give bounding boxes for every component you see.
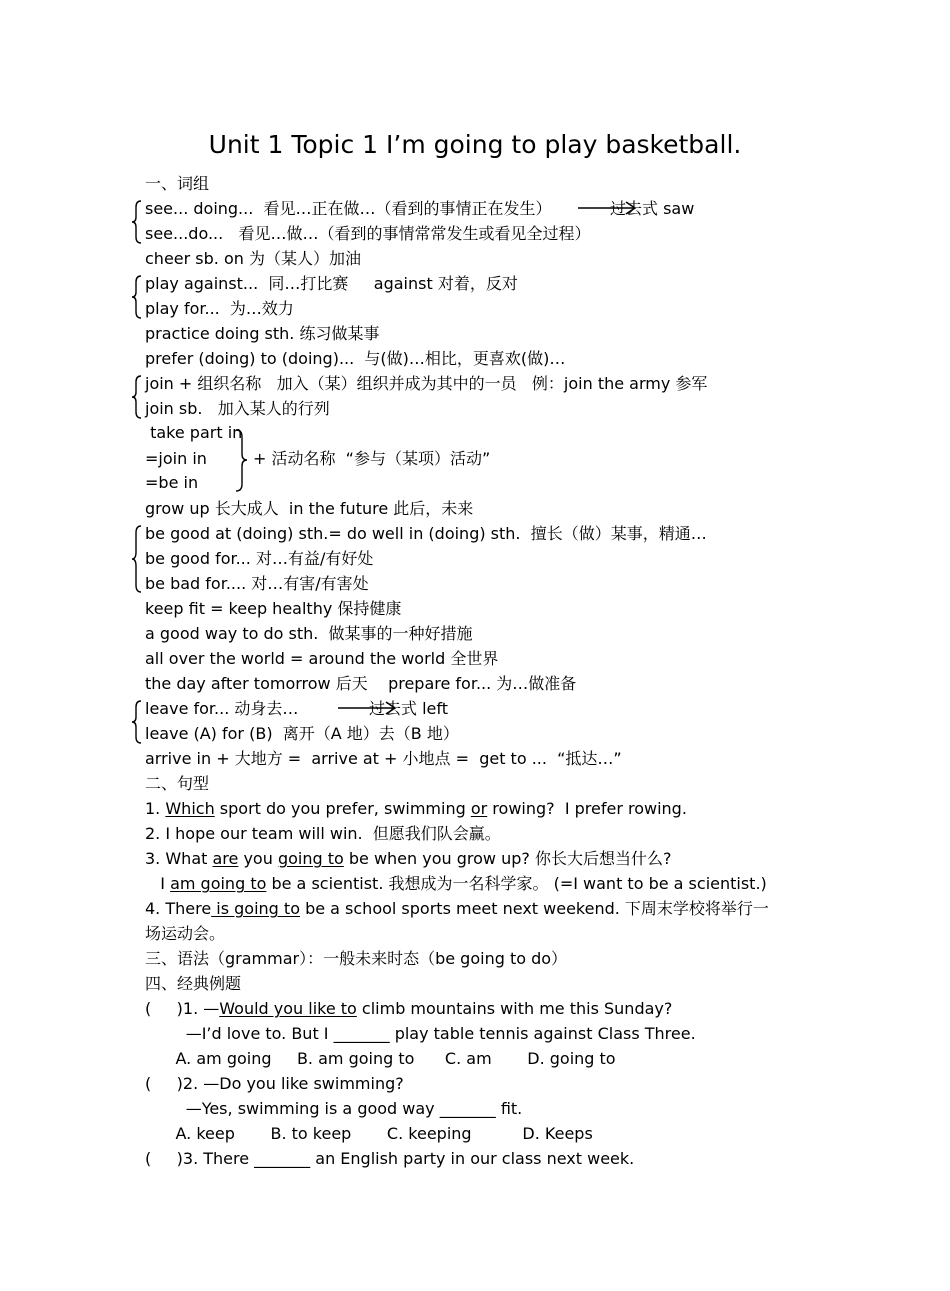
phrase-day-after-tomorrow: the day after tomorrow 后天 prepare for... 为…做准备 — [145, 674, 577, 693]
section-heading-phrases: 一、词组 — [145, 174, 210, 193]
sentence-4: 4. There is going to be a school sports meet next weekend. 下周末学校将举行一 — [145, 899, 769, 918]
brace-take-part — [233, 428, 249, 494]
phrase-leave-a-for-b: leave (A) for (B) 离开（A 地）去（B 地） — [145, 724, 459, 743]
phrase-play-against: play against... 同…打比赛 against 对着，反对 — [145, 274, 518, 293]
phrase-prefer: prefer (doing) to (doing)... 与(做)…相比，更喜欢(做)… — [145, 349, 566, 368]
section-heading-sentences: 二、句型 — [145, 774, 210, 793]
phrase-activity: + 活动名称 “参与（某项）活动” — [253, 449, 491, 468]
brace-play — [130, 274, 144, 320]
brace-be-good — [130, 524, 144, 594]
phrase-good-way: a good way to do sth. 做某事的一种好措施 — [145, 624, 473, 643]
phrase-see-doing: see... doing... 看见…正在做…（看到的事情正在发生） — [145, 199, 552, 218]
phrase-be-good-for: be good for... 对…有益/有好处 — [145, 549, 374, 568]
question-1-response: —I’d love to. But I _______ play table tennis against Class Three. — [145, 1024, 696, 1043]
question-2: ( )2. —Do you like swimming? — [145, 1074, 404, 1093]
phrase-all-over-world: all over the world = around the world 全世界 — [145, 649, 499, 668]
phrase-play-for: play for... 为…效力 — [145, 299, 294, 318]
phrase-leave-for: leave for... 动身去… — [145, 699, 299, 718]
sentence-2: 2. I hope our team will win. 但愿我们队会赢。 — [145, 824, 501, 843]
question-3: ( )3. There _______ an English party in our class next week. — [145, 1149, 635, 1168]
phrase-see-past: 过去式 saw — [610, 199, 695, 218]
document-title: Unit 1 Topic 1 I’m going to play basketball. — [208, 130, 742, 159]
question-2-options: A. keep B. to keep C. keeping D. Keeps — [145, 1124, 593, 1143]
phrase-be-bad-for: be bad for.... 对…有害/有害处 — [145, 574, 369, 593]
section-heading-examples: 四、经典例题 — [145, 974, 242, 993]
phrase-see-do: see...do... 看见…做…（看到的事情常常发生或看见全过程） — [145, 224, 591, 243]
sentence-4-cont: 场运动会。 — [145, 924, 226, 943]
question-1: ( )1. —Would you like to climb mountains with me this Sunday? — [145, 999, 673, 1018]
phrase-leave-past: 过去式 left — [369, 699, 449, 718]
sentence-3-answer: I am going to be a scientist. 我想成为一名科学家。 (=I want to be a scientist.) — [145, 874, 767, 893]
phrase-join-org: join + 组织名称 加入（某）组织并成为其中的一员 例：join the army 参军 — [145, 374, 708, 393]
phrase-be-good-at: be good at (doing) sth.= do well in (doing) sth. 擅长（做）某事，精通… — [145, 524, 707, 543]
phrase-arrive: arrive in + 大地方 = arrive at + 小地点 = get to ... “抵达…” — [145, 749, 622, 768]
phrase-practice: practice doing sth. 练习做某事 — [145, 324, 380, 343]
phrase-grow-up: grow up 长大成人 in the future 此后，未来 — [145, 499, 474, 518]
phrase-join-in: =join in — [145, 449, 207, 468]
brace-join — [130, 374, 144, 420]
sentence-3: 3. What are you going to be when you grow up? 你长大后想当什么? — [145, 849, 672, 868]
phrase-keep-fit: keep fit = keep healthy 保持健康 — [145, 599, 402, 618]
phrase-join-sb: join sb. 加入某人的行列 — [145, 399, 330, 418]
sentence-1: 1. Which sport do you prefer, swimming or rowing? I prefer rowing. — [145, 799, 687, 818]
brace-see — [130, 199, 144, 245]
section-heading-grammar: 三、语法（grammar）：一般未来时态（be going to do） — [145, 949, 568, 968]
question-2-response: —Yes, swimming is a good way _______ fit. — [145, 1099, 523, 1118]
question-1-options: A. am going B. am going to C. am D. going to — [145, 1049, 616, 1068]
phrase-take-part-in: take part in — [145, 423, 243, 442]
phrase-be-in: =be in — [145, 473, 199, 492]
brace-leave — [130, 699, 144, 745]
phrase-cheer-on: cheer sb. on 为（某人）加油 — [145, 249, 361, 268]
